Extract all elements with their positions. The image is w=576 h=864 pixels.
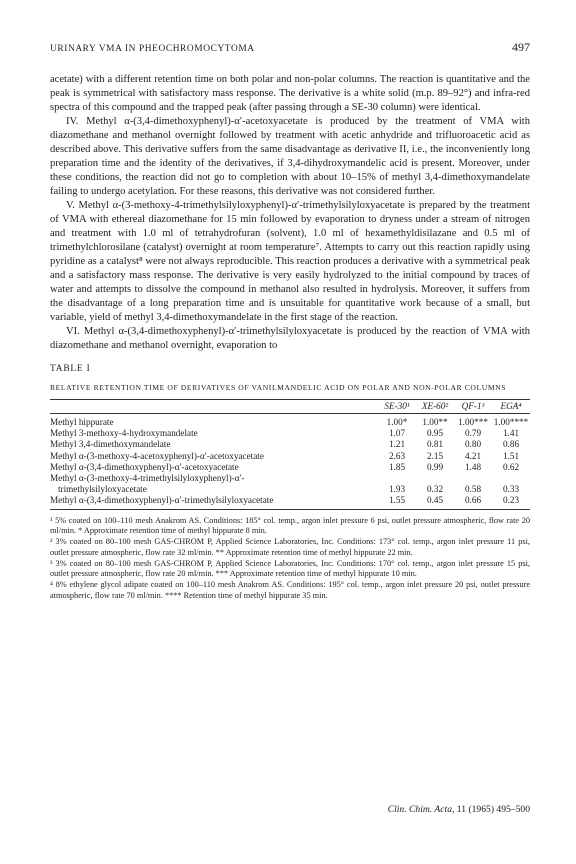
cell-qf1: 0.79 bbox=[464, 428, 482, 439]
cell-se30: 1.21 bbox=[388, 439, 406, 450]
row-name: Methyl α-(3,4-dimethoxyphenyl)-α′-trimethylsilyloxyacetate bbox=[50, 495, 274, 506]
journal-name: Clin. Chim. Acta, bbox=[387, 804, 455, 815]
cell-ega: 0.33 bbox=[502, 484, 520, 495]
table-caption: RELATIVE RETENTION TIME OF DERIVATIVES OF VANILMANDELIC ACID ON POLAR AND NON-POLAR COLUMNS bbox=[50, 383, 507, 392]
table-row bbox=[50, 451, 530, 462]
cell-qf1: 4.21 bbox=[464, 450, 482, 461]
cell-ega: 1.51 bbox=[502, 450, 520, 461]
paragraph-derivative-v: V. Methyl α-(3-methoxy-4-trimethylsilyloxyphenyl)-α′-trimethylsilyloxyacetate is prepared by the treatment of VMA with ethereal diazomethane for 15 min followed by evaporation to dryness under a stream of nitrogen and treatment with 1.0 ml of tetrahydrofuran (solvent), 1.0 ml of hexamethyldisilazane and 0.5 ml of trimethylchlorosilane (catalyst) overnight at room temperature⁷. Attempts to carry out this reaction rapidly using pyridine as a catalyst⁸ were not always reproducible. This reaction produces a derivative with a symmetrical peak and a satisfactory mass response. The derivative is very easily hydrolyzed to the initial compound by traces of water and attempts to dissolve the compound in methanol also resulted in hydrolysis. Moreover, it suffers from the disadvantage of a long preparation time and is unsuitable for quantitative work because of a small, but variable, yield of methyl 3,4-dimethoxymandelate in the first stage of the reaction. bbox=[50, 200, 530, 323]
table-bottom-rule bbox=[50, 509, 530, 510]
row-name: Methyl 3,4-dimethoxymandelate bbox=[50, 439, 171, 450]
table-header-empty bbox=[50, 400, 378, 414]
running-header bbox=[50, 40, 530, 62]
cell-xe60 bbox=[416, 473, 454, 484]
table-row bbox=[50, 473, 530, 484]
cell-xe60: 0.45 bbox=[426, 495, 444, 506]
table-footnotes bbox=[50, 516, 530, 601]
cell-ega bbox=[492, 473, 530, 484]
footnote-1: ¹ 5% coated on 100–110 mesh Anakrom AS. Conditions: 185° col. temp., argon inlet pressure 6 psi, outlet pressure atmospheric, flow rate 20 ml/min. * Approximate retention time of methyl hippurate 8 min. bbox=[50, 515, 530, 535]
table-row bbox=[50, 439, 530, 450]
column-header-ega: EGA⁴ bbox=[500, 401, 522, 411]
body-text bbox=[50, 73, 530, 353]
cell-ega: 0.23 bbox=[502, 495, 520, 506]
cell-qf1: 0.80 bbox=[464, 439, 482, 450]
table-header-row bbox=[50, 400, 530, 414]
page bbox=[50, 40, 530, 602]
paragraph-continuation: acetate) with a different retention time on both polar and non-polar columns. The reaction is quantitative and the peak is symmetrical with satisfactory mass response. The derivative is a white solid (m.p. 89–92°) and infra-red spectra of this compound and the trapped peak (after passing through a SE-30 column) were identical. bbox=[50, 74, 530, 113]
table-row bbox=[50, 462, 530, 473]
cell-qf1: 1.48 bbox=[464, 461, 482, 472]
cell-ega: 1.41 bbox=[502, 428, 520, 439]
cell-qf1: 1.00*** bbox=[458, 417, 488, 427]
running-title: URINARY VMA IN PHEOCHROMOCYTOMA bbox=[50, 44, 255, 54]
cell-xe60: 1.00** bbox=[422, 417, 448, 427]
footnote-2: ² 3% coated on 80–100 mesh GAS-CHROM P, Applied Science Laboratories, Inc. Conditions: 173° col. temp., argon inlet pressure 11 psi, outlet pressure atmospheric, flow rate 32 ml/min. ** Approximate retention time of methyl hippurate 22 min. bbox=[50, 537, 530, 557]
table-row bbox=[50, 484, 530, 495]
cell-ega: 1.00**** bbox=[493, 417, 529, 427]
column-header-se30: SE-30¹ bbox=[384, 401, 410, 411]
cell-se30: 1.85 bbox=[388, 461, 406, 472]
journal-citation bbox=[388, 804, 530, 815]
paragraph-derivative-vi: VI. Methyl α-(3,4-dimethoxyphenyl)-α′-trimethylsilyloxyacetate is produced by the reaction of VMA with diazomethane and methanol overnight, evaporation to bbox=[50, 326, 530, 351]
cell-qf1: 0.58 bbox=[464, 484, 482, 495]
retention-time-table bbox=[50, 400, 530, 507]
table-row bbox=[50, 417, 530, 428]
table-label: TABLE I bbox=[50, 364, 91, 374]
cell-se30: 1.93 bbox=[388, 484, 406, 495]
citation-volume: 11 (1965) 495–500 bbox=[454, 804, 530, 815]
cell-xe60: 2.15 bbox=[426, 450, 444, 461]
cell-se30: 1.00* bbox=[386, 417, 408, 427]
row-name: Methyl hippurate bbox=[50, 417, 114, 427]
footnote-3: ³ 3% coated on 80–100 mesh GAS-CHROM P, Applied Science Laboratories, Inc. Conditions: 170° col. temp., argon inlet pressure 15 psi, outlet pressure atmospheric, flow rate 20 ml/min. *** Approximate retention time of methyl hippurate 10 min. bbox=[50, 558, 530, 579]
cell-xe60: 0.99 bbox=[426, 461, 444, 472]
cell-se30: 1.07 bbox=[388, 428, 406, 439]
column-header-qf1: QF-1³ bbox=[461, 401, 485, 411]
cell-ega: 0.62 bbox=[502, 461, 520, 472]
cell-xe60: 0.32 bbox=[426, 484, 444, 495]
cell-se30: 2.63 bbox=[388, 450, 406, 461]
page-number: 497 bbox=[512, 40, 530, 54]
row-name: Methyl α-(3-methoxy-4-acetoxyphenyl)-α′-acetoxyacetate bbox=[50, 450, 264, 461]
paragraph-derivative-iv: IV. Methyl α-(3,4-dimethoxyphenyl)-α′-acetoxyacetate is produced by the treatment of VMA with diazomethane and methanol overnight followed by treatment with acetic anhydride and trifluoroacetic acid as described above. This derivative suffers from the same disadvantage as derivative II, i.e., the inconveniently long preparation time and the identity of the derivatives, if 3,4-dihydroxymandelic acid is present. Moreover, under these conditions, the reaction did not go to completion with about 10–15% of methyl 3,4-dimethoxymandelate failing to undergo acetylation. For these reasons, this derivative was not considered further. bbox=[50, 116, 530, 197]
row-name: Methyl 3-methoxy-4-hydroxymandelate bbox=[50, 428, 198, 439]
row-name: Methyl α-(3,4-dimethoxyphenyl)-α′-acetoxyacetate bbox=[50, 461, 239, 472]
cell-qf1 bbox=[454, 473, 492, 484]
cell-ega: 0.86 bbox=[502, 439, 520, 450]
cell-xe60: 0.95 bbox=[426, 428, 444, 439]
column-header-xe60: XE-60² bbox=[421, 401, 449, 411]
table-row bbox=[50, 428, 530, 439]
row-name: trimethylsilyloxyacetate bbox=[58, 484, 147, 495]
cell-se30: 1.55 bbox=[388, 495, 406, 506]
cell-xe60: 0.81 bbox=[426, 439, 444, 450]
cell-se30 bbox=[378, 473, 416, 484]
row-name: Methyl α-(3-methoxy-4-trimethylsilyloxyphenyl)-α′- bbox=[50, 473, 245, 484]
footnote-4: ⁴ 8% ethylene glycol adipate coated on 100–110 mesh Anakrom AS. Conditions: 195° col. temp., argon inlet pressure 20 psi, outlet pressure atmospheric, flow rate 70 ml/min. **** Retention time of methyl hippurate 35 min. bbox=[50, 580, 530, 600]
cell-qf1: 0.66 bbox=[464, 495, 482, 506]
table-row bbox=[50, 495, 530, 506]
